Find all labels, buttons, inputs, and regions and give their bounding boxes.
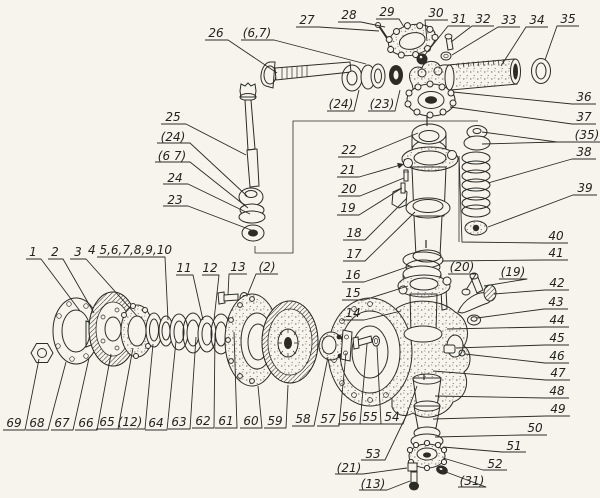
part-adjusting-sleeve <box>445 59 551 91</box>
part-label-14: 14 <box>345 306 361 321</box>
part-steering-bolt <box>239 83 265 241</box>
part-label-35: (35) <box>574 128 600 143</box>
part-label-52: 52 <box>487 457 503 472</box>
leader-line <box>484 279 527 286</box>
leader-line <box>450 107 596 124</box>
leader-line <box>202 275 219 320</box>
part-label-39: 39 <box>577 181 593 196</box>
leader-line <box>163 206 251 230</box>
part-label-45678910: 4 5,6,7,8,9,10 <box>88 243 172 258</box>
leader-line <box>241 40 366 64</box>
part-label-69: 69 <box>6 416 22 431</box>
part-label-56: 56 <box>341 410 357 425</box>
part-label-13: 13 <box>230 260 246 275</box>
leader-line <box>456 345 569 348</box>
part-label-45: 45 <box>549 331 565 346</box>
grease-fitting <box>444 345 455 353</box>
part-label-22: 22 <box>341 143 357 158</box>
part-label-37: 37 <box>576 110 592 125</box>
part-label-33: 33 <box>501 13 517 28</box>
leader-line <box>176 275 203 320</box>
leader-line <box>453 92 596 104</box>
part-tie-rod <box>261 62 403 91</box>
part-label-51: 51 <box>506 439 522 454</box>
part-kingpin-column <box>392 124 458 262</box>
part-label-50: 50 <box>527 421 543 436</box>
part-label-65: 65 <box>99 415 115 430</box>
part-label-19: (19) <box>500 265 526 280</box>
hub-nut <box>31 344 53 363</box>
part-spring-assembly <box>462 126 490 236</box>
part-label-41: 41 <box>548 246 564 261</box>
part-label-58: 58 <box>295 412 311 427</box>
part-label-57: 57 <box>320 412 336 427</box>
part-label-2: 2 <box>51 245 59 260</box>
part-label-48: 48 <box>549 384 565 399</box>
part-label-29: 29 <box>379 5 395 20</box>
leader-line <box>488 195 597 227</box>
leader-line <box>452 27 520 55</box>
part-label-32: 32 <box>475 12 491 27</box>
leader-line <box>247 274 278 296</box>
part-label-67: (6 7) <box>157 149 187 164</box>
part-label-12: (12) <box>117 415 143 430</box>
part-label-19: 19 <box>340 201 356 216</box>
part-label-61: 61 <box>218 414 234 429</box>
part-label-12: 12 <box>202 261 218 276</box>
leader-line <box>488 159 596 183</box>
part-wheel-hub-group <box>31 292 380 386</box>
leader-arrowhead <box>397 163 404 169</box>
lock-plate <box>341 330 352 361</box>
leader-line <box>451 26 494 42</box>
part-label-18: 18 <box>346 226 362 241</box>
part-label-49: 49 <box>550 402 566 417</box>
part-label-64: 64 <box>148 416 164 431</box>
part-label-2: (2) <box>258 260 276 275</box>
part-label-21: (21) <box>336 461 362 476</box>
part-label-23: 23 <box>167 193 183 208</box>
part-label-21: 21 <box>340 163 356 178</box>
part-label-31: (31) <box>459 474 485 489</box>
construction-line <box>255 121 478 253</box>
part-label-63: 63 <box>171 415 187 430</box>
part-label-16: 16 <box>345 268 361 283</box>
part-label-44: 44 <box>549 313 565 328</box>
part-label-28: 28 <box>341 8 357 23</box>
part-label-46: 46 <box>549 349 565 364</box>
part-label-60: 60 <box>243 414 259 429</box>
part-label-67: (6,7) <box>242 26 272 41</box>
part-label-35: 35 <box>560 12 576 27</box>
square-nut <box>408 463 417 471</box>
part-label-24: (24) <box>328 97 354 112</box>
part-label-20: (20) <box>449 260 475 275</box>
part-label-53: 53 <box>365 447 381 462</box>
part-label-36: 36 <box>576 90 592 105</box>
part-label-13: (13) <box>360 477 386 492</box>
part-label-30: 30 <box>428 6 444 21</box>
leader-line <box>296 27 379 31</box>
part-label-26: 26 <box>208 26 224 41</box>
part-label-43: 43 <box>548 295 564 310</box>
leader-line <box>545 26 579 60</box>
part-label-55: 55 <box>362 410 378 425</box>
part-label-3: 3 <box>74 245 82 260</box>
leader-line <box>435 435 547 437</box>
part-label-15: 15 <box>345 286 361 301</box>
part-label-59: 59 <box>267 414 283 429</box>
part-label-17: 17 <box>346 247 362 262</box>
part-label-38: 38 <box>576 145 592 160</box>
part-label-34: 34 <box>529 13 545 28</box>
part-label-24: 24 <box>167 171 183 186</box>
part-label-31: 31 <box>451 12 467 27</box>
part-label-40: 40 <box>548 229 564 244</box>
part-label-47: 47 <box>550 366 566 381</box>
part-label-62: 62 <box>195 414 211 429</box>
leader-line <box>482 142 557 144</box>
part-label-24: (24) <box>160 130 186 145</box>
part-label-42: 42 <box>549 276 565 291</box>
part-label-20: 20 <box>341 182 357 197</box>
leader-line <box>433 416 570 419</box>
part-label-23: (23) <box>369 97 395 112</box>
part-label-1: 1 <box>29 245 37 260</box>
part-label-66: 66 <box>78 416 94 431</box>
part-label-54: 54 <box>384 410 400 425</box>
part-label-11: 11 <box>176 261 192 276</box>
leader-line <box>494 290 569 294</box>
part-label-25: 25 <box>165 110 181 125</box>
leader-line <box>228 274 247 295</box>
part-label-68: 68 <box>29 416 45 431</box>
part-label-67: 67 <box>54 416 70 431</box>
part-bearing-cap <box>382 16 441 64</box>
part-label-27: 27 <box>299 13 315 28</box>
sleeve-nut <box>532 59 551 84</box>
